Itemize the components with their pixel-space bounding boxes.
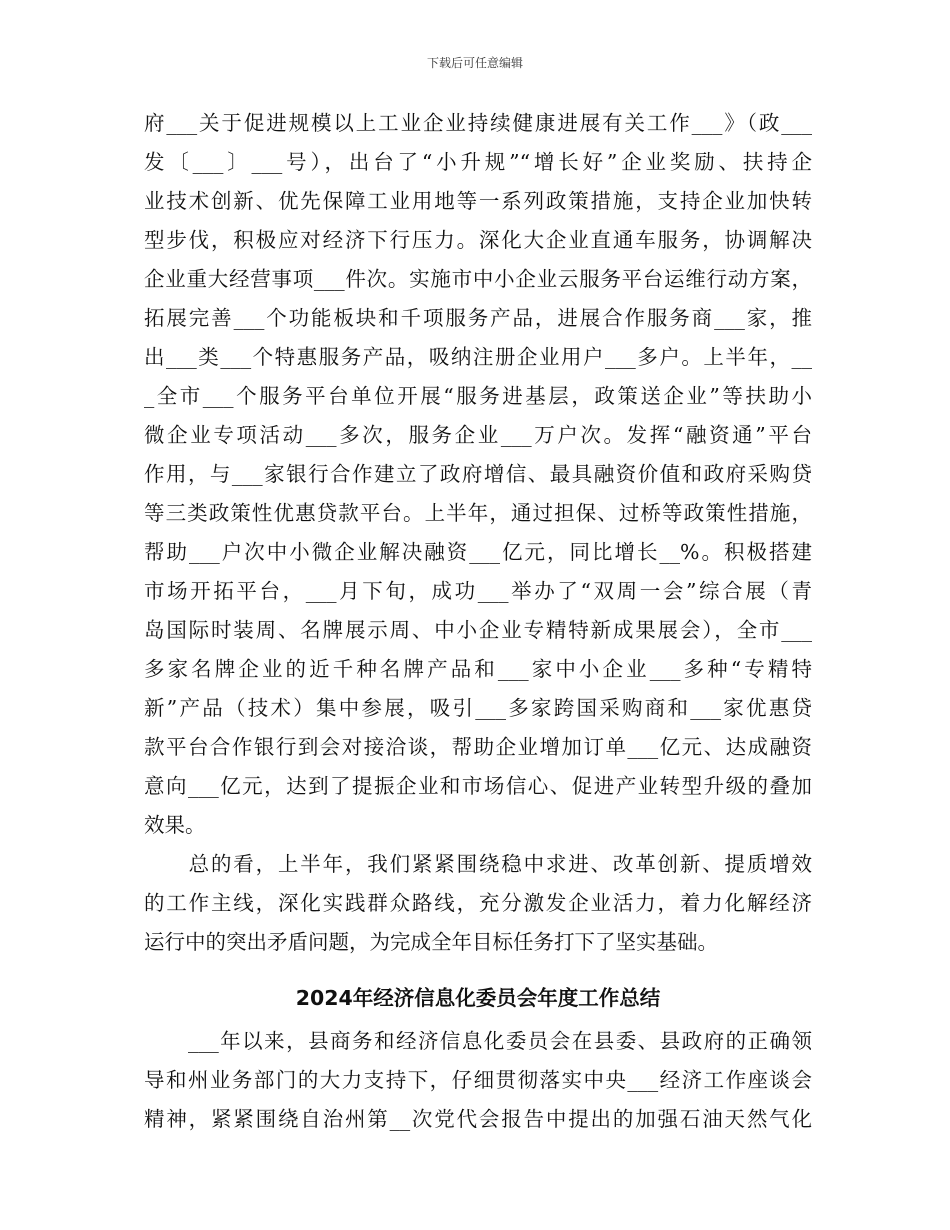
paragraph-2 xyxy=(144,845,812,962)
paragraph-1 xyxy=(144,104,812,845)
text-line: 意向___亿元，达到了提振企业和市场信心、促进产业转型升级的叠加 xyxy=(144,774,812,798)
text-line: 市场开拓平台，___月下旬，成功___举办了“双周一会”综合展（青 xyxy=(144,579,812,603)
text-line: 发〔___〕___号），出台了“小升规”“增长好”企业奖励、扶持企 xyxy=(144,150,812,174)
text-line: 等三类政策性优惠贷款平台。上半年，通过担保、过桥等政策性措施， xyxy=(144,501,812,525)
text-line: 岛国际时装周、名牌展示周、中小企业专精特新成果展会），全市___ xyxy=(144,618,812,642)
text-line: 作用，与___家银行合作建立了政府增信、最具融资价值和政府采购贷 xyxy=(144,462,812,486)
text-line: 运行中的突出矛盾问题，为完成全年目标任务打下了坚实基础。 xyxy=(144,930,718,954)
page-header-note: 下载后可任意编辑 xyxy=(426,56,523,70)
text-line: 业技术创新、优先保障工业用地等一系列政策措施，支持企业加快转 xyxy=(144,189,812,213)
text-line: 新”产品（技术）集中参展，吸引___多家跨国采购商和___家优惠贷 xyxy=(144,696,812,720)
text-line: 微企业专项活动___多次，服务企业___万户次。发挥“融资通”平台 xyxy=(144,423,812,447)
paragraph-3 xyxy=(144,1022,812,1139)
text-line: 企业重大经营事项___件次。实施市中小企业云服务平台运维行动方案， xyxy=(144,267,812,291)
text-line: 款平台合作银行到会对接洽谈，帮助企业增加订单___亿元、达成融资 xyxy=(144,735,812,759)
text-line: _全市___个服务平台单位开展“服务进基层，政策送企业”等扶助小 xyxy=(144,384,812,408)
section-title: 2024年经济信息化委员会年度工作总结 xyxy=(295,986,661,1010)
document-body xyxy=(144,104,812,1139)
text-line: 府___关于促进规模以上工业企业持续健康进展有关工作___》（政___ xyxy=(144,111,812,135)
text-line: 出___类___个特惠服务产品，吸纳注册企业用户___多户。上半年，__ xyxy=(144,345,812,369)
text-line: ___年以来，县商务和经济信息化委员会在县委、县政府的正确领 xyxy=(144,1029,812,1053)
text-line: 总的看，上半年，我们紧紧围绕稳中求进、改革创新、提质增效 xyxy=(144,852,812,876)
text-line: 导和州业务部门的大力支持下，仔细贯彻落实中央___经济工作座谈会 xyxy=(144,1068,812,1092)
text-line: 效果。 xyxy=(144,813,206,837)
text-line: 拓展完善___个功能板块和千项服务产品，进展合作服务商___家，推 xyxy=(144,306,812,330)
text-line: 的工作主线，深化实践群众路线，充分激发企业活力，着力化解经济 xyxy=(144,891,812,915)
text-line: 型步伐，积极应对经济下行压力。深化大企业直通车服务，协调解决 xyxy=(144,228,812,252)
text-line: 多家名牌企业的近千种名牌产品和___家中小企业___多种“专精特 xyxy=(144,657,812,681)
text-line: 精神，紧紧围绕自治州第__次党代会报告中提出的加强石油天然气化 xyxy=(144,1107,812,1131)
text-line: 帮助___户次中小微企业解决融资___亿元，同比增长__%。积极搭建 xyxy=(144,540,812,564)
